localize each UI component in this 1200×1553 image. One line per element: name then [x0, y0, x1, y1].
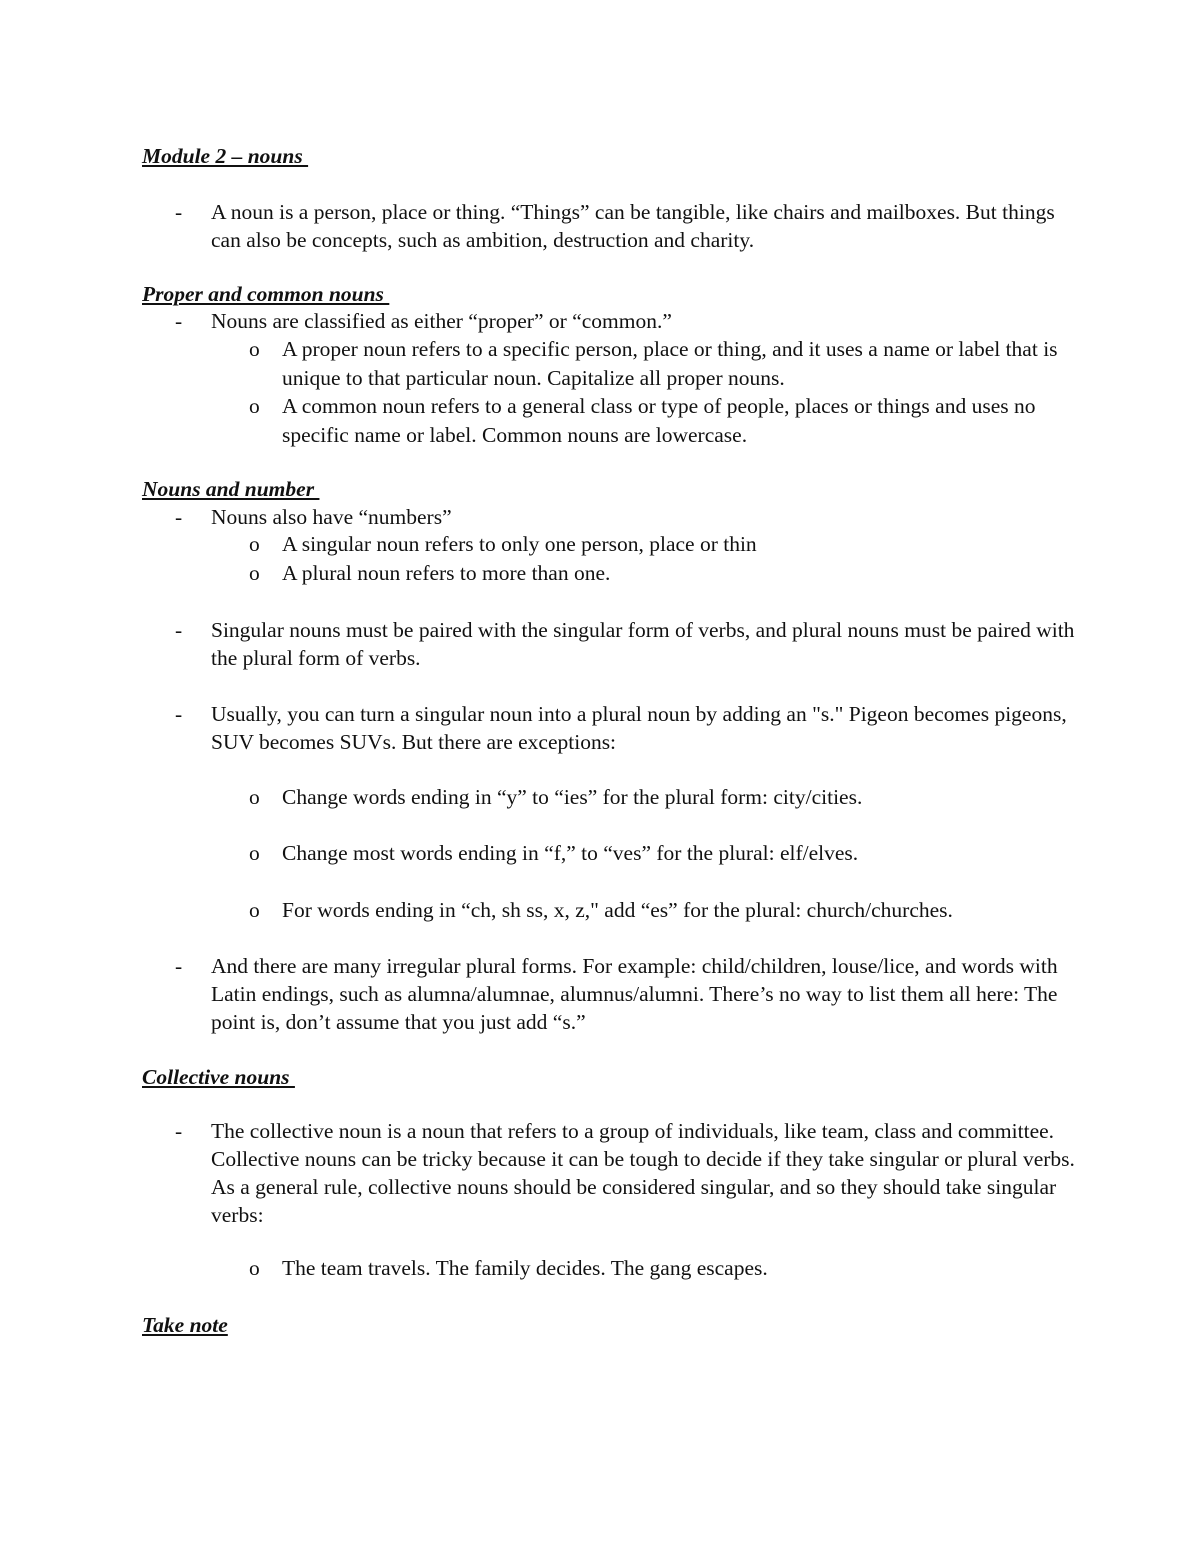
- number-item-have-numbers: Nouns also have “numbers”: [211, 505, 452, 529]
- collective-examples: The team travels. The family decides. The gang escapes.: [282, 1256, 768, 1280]
- proper-common-heading: Proper and common nouns: [142, 282, 390, 306]
- ies-rule-bullet: o: [249, 785, 260, 809]
- proper-noun-definition: A proper noun refers to a specific person, place or thing, and it uses a name or label that is unique to that particular noun. Capitalize all proper nouns.: [282, 337, 1058, 390]
- ves-rule-bullet: o: [249, 841, 260, 865]
- number-item-irregular-plurals: And there are many irregular plural forms. For example: child/children, louse/lice, and words with Latin endings, such as alumna/alumnae, alumnus/alumni. There’s no way to list them all here: The point is, don’t assume that you just add “s.”: [211, 954, 1058, 1034]
- number-dash-marker-2: -: [175, 618, 183, 642]
- intro-paragraph: A noun is a person, place or thing. “Things” can be tangible, like chairs and mailboxes. But things can also be concepts, such as ambition, destruction and charity.: [211, 200, 1055, 252]
- proper-noun-bullet: o: [249, 337, 260, 361]
- take-note-heading: Take note: [142, 1313, 228, 1337]
- intro-dash-marker: -: [175, 200, 183, 224]
- number-dash-marker-1: -: [175, 505, 183, 529]
- number-item-verb-agreement: Singular nouns must be paired with the singular form of verbs, and plural nouns must be paired with the plural form of verbs.: [211, 618, 1075, 670]
- collective-dash-marker: -: [175, 1119, 183, 1143]
- number-item-adding-s: Usually, you can turn a singular noun into a plural noun by adding an "s." Pigeon becomes pigeons, SUV becomes SUVs. But there are exceptions:: [211, 702, 1067, 754]
- number-dash-marker-3: -: [175, 702, 183, 726]
- page-title: Module 2 – nouns: [142, 144, 309, 168]
- proper-common-item-classified: Nouns are classified as either “proper” or “common.”: [211, 309, 672, 333]
- collective-noun-definition: The collective noun is a noun that refers to a group of individuals, like team, class and committee. Collective nouns can be tricky because it can be tough to decide if they take singular or plural verbs. As a general rule, collective nouns should be considered singular, and so they should take singular verbs:: [211, 1119, 1075, 1227]
- collective-nouns-heading: Collective nouns: [142, 1065, 295, 1089]
- es-rule-text: For words ending in “ch, sh ss, x, z," add “es” for the plural: church/churches.: [282, 898, 953, 922]
- proper-common-dash-marker: -: [175, 309, 183, 333]
- ies-rule-text: Change words ending in “y” to “ies” for the plural form: city/cities.: [282, 785, 863, 809]
- collective-example-bullet: o: [249, 1256, 260, 1280]
- number-dash-marker-4: -: [175, 954, 183, 978]
- common-noun-bullet: o: [249, 394, 260, 418]
- plural-noun-definition: A plural noun refers to more than one.: [282, 561, 611, 585]
- es-rule-bullet: o: [249, 898, 260, 922]
- singular-noun-definition: A singular noun refers to only one person, place or thin: [282, 532, 757, 556]
- nouns-number-heading: Nouns and number: [142, 477, 320, 501]
- common-noun-definition: A common noun refers to a general class or type of people, places or things and uses no specific name or label. Common nouns are lowercase.: [282, 394, 1036, 447]
- plural-noun-bullet: o: [249, 561, 260, 585]
- singular-noun-bullet: o: [249, 532, 260, 556]
- ves-rule-text: Change most words ending in “f,” to “ves” for the plural: elf/elves.: [282, 841, 859, 865]
